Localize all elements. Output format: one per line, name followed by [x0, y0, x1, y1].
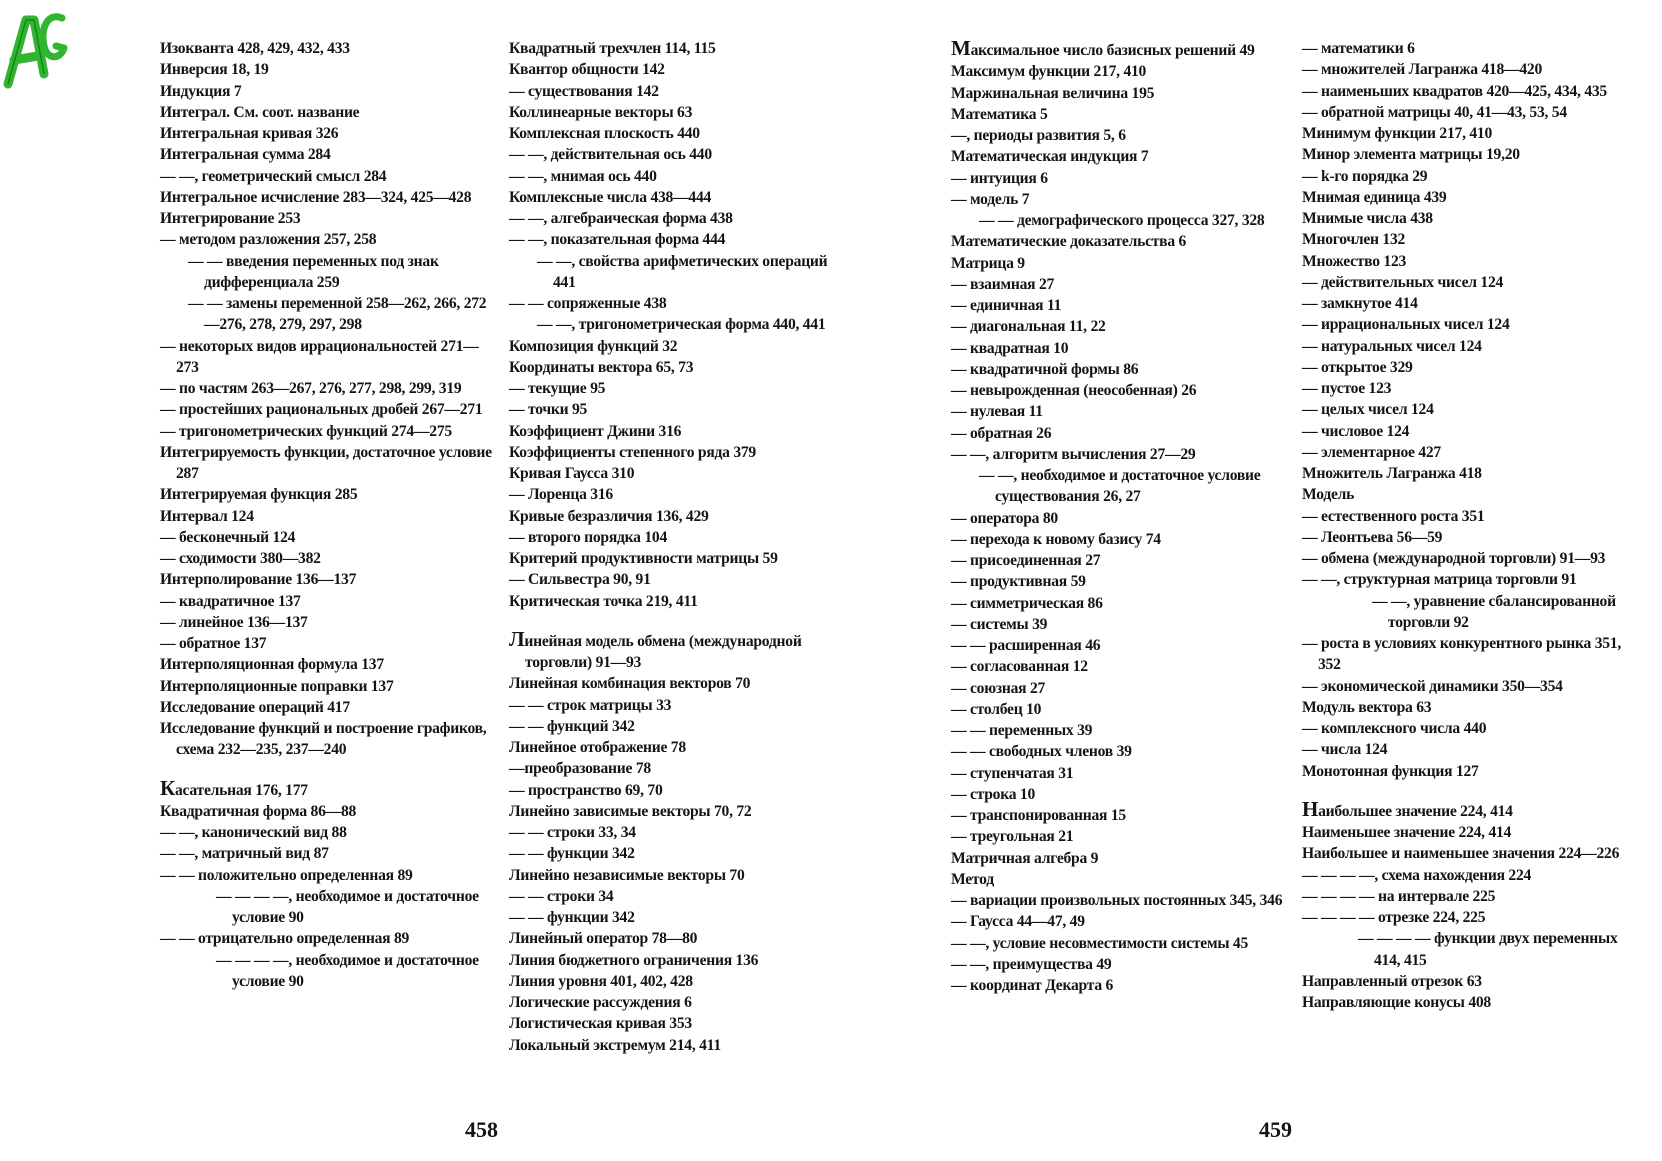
index-entry: Математика 5 — [951, 105, 1048, 123]
index-entry: Логистическая кривая 353 — [509, 1015, 692, 1033]
section-gap — [509, 612, 849, 629]
index-entry: — бесконечный 124 — [160, 528, 296, 546]
index-entry: — сходимости 380—382 — [160, 550, 321, 567]
index-entry: Кривые безразличия 136, 429 — [509, 507, 709, 525]
index-entry: Квадратный трехчлен 114, 115 — [509, 40, 716, 57]
index-column-4 — [1302, 38, 1632, 1013]
index-entry: — —, уравнение сбалансированной торговли 92 — [1372, 592, 1616, 631]
index-entry: — согласованная 12 — [951, 658, 1088, 676]
index-entry: Линия уровня 401, 402, 428 — [509, 972, 693, 990]
index-entry: — тригонометрических функций 274—275 — [160, 422, 452, 440]
index-entry: — — функции 342 — [509, 845, 635, 863]
index-entry: Линейно зависимые векторы 70, 72 — [509, 802, 752, 820]
index-entry: — — строки 33, 34 — [509, 824, 636, 841]
index-entry: Интеграл. См. соот. название — [160, 103, 360, 121]
index-entry: Максимальное число базисных решений 49 — [951, 36, 1255, 60]
index-entry: — — сопряженные 438 — [509, 295, 667, 312]
section-initial-letter: М — [951, 36, 971, 60]
index-entry: — действительных чисел 124 — [1302, 273, 1504, 291]
index-entry: — Леонтьева 56—59 — [1302, 528, 1443, 546]
index-entry: Линейное отображение 78 — [509, 739, 686, 756]
index-entry: — —, преимущества 49 — [951, 955, 1112, 973]
index-entry: Максимум функции 217, 410 — [951, 63, 1147, 81]
index-entry: — натуральных чисел 124 — [1302, 337, 1482, 355]
index-entry: Матричная алгебра 9 — [951, 849, 1099, 867]
index-entry: — треугольная 21 — [951, 828, 1074, 846]
index-entry: — — демографического процесса 327, 328 — [979, 212, 1265, 229]
index-entry: Интерполирование 136—137 — [160, 571, 357, 589]
index-entry: — Лоренца 316 — [509, 486, 613, 504]
index-entry: — оператора 80 — [951, 509, 1058, 527]
index-entry: — — — —, схема нахождения 224 — [1302, 866, 1532, 884]
index-entry: — модель 7 — [951, 190, 1030, 208]
page-number-right: 459 — [1259, 1117, 1292, 1142]
index-entry: — — переменных 39 — [951, 722, 1093, 739]
index-entry: — —, действительная ось 440 — [509, 146, 712, 164]
index-entry: — единичная 11 — [951, 297, 1062, 314]
index-column-1 — [160, 38, 500, 992]
index-entry: — системы 39 — [951, 615, 1048, 633]
index-entry: — — — — на интервале 225 — [1302, 887, 1496, 905]
index-entry: — вариации произвольных постоянных 345, 346 — [951, 892, 1283, 909]
index-entry: Направляющие конусы 408 — [1302, 994, 1491, 1011]
index-entry: — — положительно определенная 89 — [160, 866, 413, 884]
index-entry: Исследование функций и построение графиков, схема 232—235, 237—240 — [160, 720, 487, 759]
index-entry: — целых чисел 124 — [1302, 401, 1434, 419]
index-entry: — —, мнимая ось 440 — [509, 167, 657, 185]
index-entry: — квадратичное 137 — [160, 592, 301, 610]
index-entry: Логические рассуждения 6 — [509, 994, 692, 1011]
index-entry: Квадратичная форма 86—88 — [160, 802, 357, 820]
index-entry: — — свободных членов 39 — [951, 743, 1132, 761]
index-entry: Интегрируемость функции, достаточное условие 287 — [160, 443, 492, 482]
index-entry: — перехода к новому базису 74 — [951, 530, 1161, 548]
index-entry: Линейно независимые векторы 70 — [509, 866, 745, 884]
index-entry: Минимум функции 217, 410 — [1302, 125, 1493, 142]
section-initial-letter: Н — [1302, 796, 1319, 821]
index-entry: — второго порядка 104 — [509, 528, 667, 546]
index-entry: — k-го порядка 29 — [1302, 167, 1428, 185]
index-entry: Композиция функций 32 — [509, 337, 678, 355]
index-entry: — замкнутое 414 — [1302, 295, 1418, 312]
index-entry: Критерий продуктивности матрицы 59 — [509, 550, 778, 567]
index-entry: — иррациональных чисел 124 — [1302, 316, 1510, 334]
index-entry: Математическая индукция 7 — [951, 148, 1149, 166]
index-entry: — простейших рациональных дробей 267—271 — [160, 401, 483, 419]
section-initial-letter: Л — [509, 626, 525, 651]
index-entry: — существования 142 — [509, 82, 659, 100]
index-entry: — числовое 124 — [1302, 422, 1410, 440]
index-entry: Метод — [951, 870, 994, 888]
index-entry: Интерполяционные поправки 137 — [160, 677, 394, 695]
index-column-2 — [509, 38, 849, 1056]
index-entry: Комплексные числа 438—444 — [509, 188, 712, 206]
section-initial-letter: К — [160, 775, 175, 800]
index-entry: Наибольшее и наименьшее значения 224—226 — [1302, 845, 1620, 863]
index-entry: Матрица 9 — [951, 254, 1025, 272]
index-entry: — линейное 136—137 — [160, 613, 308, 631]
index-entry: — —, матричный вид 87 — [160, 845, 329, 863]
index-entry: Коллинеарные векторы 63 — [509, 103, 693, 121]
index-entry: — — — —, необходимое и достаточное условие 90 — [216, 887, 479, 926]
index-entry: Интегральное исчисление 283—324, 425—428 — [160, 188, 472, 206]
index-entry: — —, свойства арифметических операций 441 — [537, 252, 828, 291]
index-entry: Кривая Гаусса 310 — [509, 465, 635, 482]
index-entry: — экономической динамики 350—354 — [1302, 677, 1563, 695]
index-entry: Монотонная функция 127 — [1302, 762, 1479, 780]
index-entry: Координаты вектора 65, 73 — [509, 358, 694, 376]
index-entry: Модуль вектора 63 — [1302, 698, 1432, 716]
index-entry: Наибольшее значение 224, 414 — [1302, 796, 1513, 821]
index-entry: Критическая точка 219, 411 — [509, 592, 698, 610]
index-entry: — —, канонический вид 88 — [160, 824, 347, 841]
index-entry: Исследование операций 417 — [160, 698, 350, 716]
index-entry: — открытое 329 — [1302, 358, 1413, 376]
index-entry: — квадратичной формы 86 — [951, 360, 1139, 378]
index-entry: Минор элемента матрицы 19,20 — [1302, 146, 1520, 164]
index-entry: Линия бюджетного ограничения 136 — [509, 951, 759, 969]
index-entry: — столбец 10 — [951, 700, 1042, 718]
index-entry: Коэффициент Джини 316 — [509, 422, 682, 440]
index-entry: Математические доказательства 6 — [951, 233, 1187, 251]
index-entry: — —, условие несовместимости системы 45 — [951, 934, 1249, 952]
index-entry: Интегральная кривая 326 — [160, 125, 339, 142]
index-entry: Коэффициенты степенного ряда 379 — [509, 443, 756, 461]
index-entry: — — отрицательно определенная 89 — [160, 930, 410, 948]
index-entry: — взаимная 27 — [951, 275, 1055, 293]
index-entry: Интервал 124 — [160, 507, 254, 525]
index-entry: Интерполяционная формула 137 — [160, 656, 384, 674]
index-entry: — пространство 69, 70 — [509, 781, 663, 799]
index-entry: Комплексная плоскость 440 — [509, 125, 700, 142]
index-entry: — некоторых видов иррациональностей 271—273 — [160, 337, 479, 376]
index-entry: — текущие 95 — [509, 380, 606, 397]
index-entry: — продуктивная 59 — [951, 573, 1086, 591]
index-entry: — —, алгоритм вычисления 27—29 — [951, 445, 1196, 463]
index-entry: — наименьших квадратов 420—425, 434, 435 — [1302, 82, 1607, 100]
index-entry: — пустое 123 — [1302, 380, 1392, 397]
logo-ag-icon — [0, 4, 72, 92]
index-entry: — союзная 27 — [951, 679, 1046, 697]
index-entry: Мнимая единица 439 — [1302, 188, 1447, 206]
index-column-3 — [951, 38, 1291, 996]
index-entry: Интегральная сумма 284 — [160, 146, 331, 164]
index-entry: — — введения переменных под знак дифференциала 259 — [188, 252, 439, 291]
index-entry: Интегрирование 253 — [160, 210, 301, 227]
index-entry: — квадратная 10 — [951, 339, 1069, 357]
index-entry: — — строк матрицы 33 — [509, 696, 672, 714]
index-entry: — методом разложения 257, 258 — [160, 231, 377, 249]
index-entry: — — — —, необходимое и достаточное условие 90 — [216, 951, 479, 990]
index-entry: Мнимые числа 438 — [1302, 210, 1433, 227]
section-gap — [160, 761, 500, 778]
index-entry: — ступенчатая 31 — [951, 764, 1074, 782]
index-entry: — — замены переменной 258—262, 266, 272—276, 278, 279, 297, 298 — [188, 295, 487, 334]
index-entry: — Гаусса 44—47, 49 — [951, 913, 1085, 931]
index-entry: Инверсия 18, 19 — [160, 61, 269, 79]
index-entry: Индукция 7 — [160, 82, 242, 100]
index-entry: — математики 6 — [1302, 40, 1415, 57]
index-entry: Модель — [1302, 486, 1355, 504]
index-entry: — —, тригонометрическая форма 440, 441 — [537, 316, 826, 334]
index-entry: — по частям 263—267, 276, 277, 298, 299, 319 — [160, 380, 462, 397]
index-entry: —преобразование 78 — [509, 760, 651, 778]
index-entry: — невырожденная (неособенная) 26 — [951, 382, 1197, 399]
index-entry: — — расширенная 46 — [951, 637, 1101, 654]
index-entry: — точки 95 — [509, 401, 588, 419]
index-entry: — строка 10 — [951, 785, 1036, 803]
index-entry: — —, показательная форма 444 — [509, 231, 726, 249]
index-entry: Линейная модель обмена (международной торговли) 91—93 — [509, 626, 802, 671]
index-entry: — — — — отрезке 224, 225 — [1302, 909, 1486, 926]
index-entry: — симметрическая 86 — [951, 594, 1103, 612]
index-entry: — комплексного числа 440 — [1302, 720, 1487, 737]
index-entry: — присоединенная 27 — [951, 552, 1101, 569]
index-entry: — элементарное 427 — [1302, 443, 1441, 461]
index-entry: — транспонированная 15 — [951, 807, 1126, 824]
index-entry: — —, алгебраическая форма 438 — [509, 210, 733, 227]
index-entry: — —, структурная матрица торговли 91 — [1302, 571, 1577, 589]
page-number-left: 458 — [465, 1117, 498, 1142]
index-entry: — диагональная 11, 22 — [951, 318, 1106, 336]
index-entry: Многочлен 132 — [1302, 231, 1406, 249]
index-entry: — интуиция 6 — [951, 169, 1048, 187]
index-entry: Линейная комбинация векторов 70 — [509, 675, 751, 693]
index-entry: Множество 123 — [1302, 252, 1407, 270]
index-entry: — — строки 34 — [509, 887, 614, 905]
index-entry: — множителей Лагранжа 418—420 — [1302, 61, 1543, 79]
index-entry: Маржинальная величина 195 — [951, 84, 1155, 102]
index-entry: — — функций 342 — [509, 717, 635, 735]
index-entry: Линейный оператор 78—80 — [509, 930, 698, 948]
index-entry: — роста в условиях конкурентного рынка 351, 352 — [1302, 635, 1622, 674]
index-entry: Направленный отрезок 63 — [1302, 972, 1482, 990]
index-entry: — — функции 342 — [509, 909, 635, 926]
index-entry: Квантор общности 142 — [509, 61, 665, 79]
index-entry: Интегрируемая функция 285 — [160, 486, 358, 504]
index-entry: — —, геометрический смысл 284 — [160, 167, 387, 185]
index-entry: Касательная 176, 177 — [160, 775, 308, 800]
index-entry: — обратной матрицы 40, 41—43, 53, 54 — [1302, 103, 1567, 121]
index-entry: — — — — функции двух переменных 414, 415 — [1358, 930, 1618, 969]
index-entry: — числа 124 — [1302, 741, 1388, 759]
index-entry: — —, необходимое и достаточное условие существования 26, 27 — [979, 467, 1261, 506]
index-entry: — Сильвестра 90, 91 — [509, 571, 651, 589]
index-entry: — обмена (международной торговли) 91—93 — [1302, 550, 1606, 567]
index-entry: Изокванта 428, 429, 432, 433 — [160, 40, 350, 57]
index-entry: Локальный экстремум 214, 411 — [509, 1036, 721, 1054]
index-entry: — координат Декарта 6 — [951, 977, 1114, 994]
section-gap — [1302, 782, 1632, 799]
index-entry: —, периоды развития 5, 6 — [951, 127, 1126, 144]
index-entry: — нулевая 11 — [951, 403, 1043, 421]
index-entry: Множитель Лагранжа 418 — [1302, 465, 1482, 482]
index-entry: — обратная 26 — [951, 424, 1052, 442]
index-entry: Наименьшее значение 224, 414 — [1302, 824, 1512, 841]
index-entry: — естественного роста 351 — [1302, 507, 1485, 525]
index-entry: — обратное 137 — [160, 635, 267, 652]
